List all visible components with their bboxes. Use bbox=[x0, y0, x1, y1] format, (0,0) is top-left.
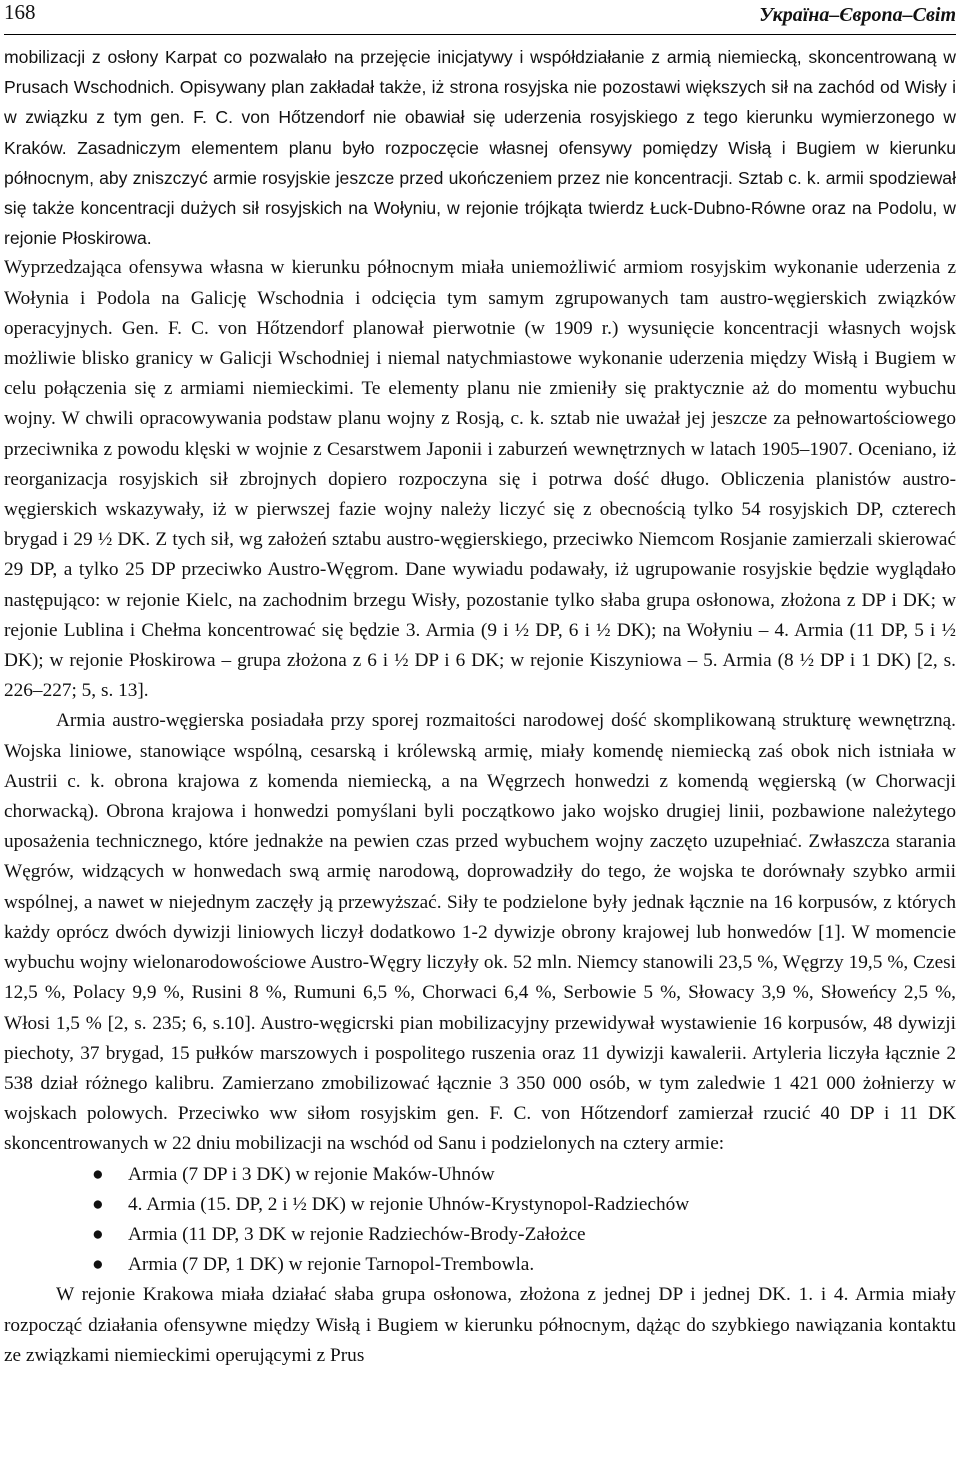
list-item-text: Armia (11 DP, 3 DK w rejonie Radziechów-Brody-Założce bbox=[128, 1223, 586, 1245]
paragraph-intro: mobilizacji z osłony Karpat co pozwalało na przejęcie inicjatywy i współdziałanie z armią niemiecką, skoncentrowaną w Prusach Wschodnich. Opisywany plan zakładał także, iż strona rosyjska nie pozostawi większych sił na zachód od Wisły i w związku z tym gen. F. C. von Hőtzendorf nie obawiał się uderzenia rosyjskiego z tego kierunku wymierzonego w Kraków. Zasadniczym elementem planu było rozpoczęcie własnej ofensywy pomiędzy Wisłą i Bugiem w kierunku północnym, aby zniszczyć armie rosyjskie jeszcze przed ukończeniem przez nie koncentracji. Sztab c. k. armii spodziewał się także koncentracji dużych sił rosyjskich na Wołyniu, w rejonie trójkąta twierdz Łuck-Dubno-Równe oraz na Podolu, w rejonie Płoskirowa. bbox=[4, 47, 956, 249]
paragraph-army-structure: Armia austro-węgierska posiadała przy sporej rozmaitości narodowej dość skomplikowaną strukturę wewnętrzną. Wojska liniowe, stanowiące wspólną, cesarską i królewską armię, miały komendę niemiecką zaś obok nich istniała w Austrii c. k. obrona krajowa z komenda niemiecką, a na Węgrzech honwedzi z komendą węgierską (w Chorwacji chorwacką). Obrona krajowa i honwedzi pomyślani byli początkowo jako wojsko drugiej linii, pozbawione należytego uposażenia technicznego, które jednakże na pewien czas przed wybuchem wojny zaczęto uzupełniać. Zwłaszcza starania Węgrów, widzących w honwedach swą armię narodową, doprowadziły do tego, że wojska te dorównały szybko armii wspólnej, a nawet w niejednym zaczęły ją przewyższać. Siły te podzielone były jednak łącznie na 16 korpusów, z których każdy oprócz dwóch dywizji liniowych liczył dodatkowo 1-2 dywizje obrony krajowej lub honwedów [1]. W momencie wybuchu wojny wielonarodowościowe Austro-Węgry liczyły ok. 52 mln. Niemcy stanowili 23,5 %, Węgrzy 19,5 %, Czesi 12,5 %, Polacy 9,9 %, Rusini 8 %, Rumuni 6,5 %, Chorwaci 6,4 %, Serbowie 5 %, Słowacy 3,9 %, Słoweńcy 2,5 %, Włosi 1,5 % [2, s. 235; 6, s.10]. Austro-węgicrski pian mobilizacyjny przewidywał wystawienie 16 korpusów, 48 dywizji piechoty, 37 brygad, 15 pułków marszowych i pospolitego ruszenia oraz 11 dywizji kawalerii. Artyleria liczyła łącznie 2 538 dział różnego kalibru. Zamierzano zmobilizować łącznie 3 350 000 osób, w tym zaledwie 1 421 000 żołnierzy w wojskach polowych. Przeciwko ww siłom rosyjskim gen. F. C. von Hőtzendorf zamierzał rzucić 40 DP i 11 DK skoncentrowanych w 22 dniu mobilizacji na wschód od Sanu i podzielonych na cztery armie: bbox=[4, 710, 956, 1155]
bullet-icon: ● bbox=[92, 1223, 104, 1245]
bullet-icon: ● bbox=[92, 1193, 104, 1215]
bullet-icon: ● bbox=[92, 1254, 104, 1276]
body-text bbox=[4, 42, 956, 1371]
list-item bbox=[4, 1250, 956, 1280]
list-item bbox=[4, 1190, 956, 1220]
armies-list bbox=[4, 1160, 956, 1281]
bullet-icon: ● bbox=[92, 1163, 104, 1185]
page-header bbox=[4, 0, 956, 35]
list-item bbox=[4, 1160, 956, 1190]
paragraph-offensive-plan: Wyprzedzająca ofensywa własna w kierunku północnym miała uniemożliwić armiom rosyjskim wykonanie uderzenia z Wołynia i Podola na Galicję Wschodnia i odcięcia tym samym zgrupowanych tam austro-węgierskich związków operacyjnych. Gen. F. C. von Hőtzendorf planował pierwotnie (w 1909 r.) wysunięcie koncentracji własnych wojsk możliwie blisko granicy w Galicji Wschodniej i niemal natychmiastowe wykonanie uderzenia między Wisłą i Bugiem w celu połączenia się z armiami niemieckimi. Te elementy planu nie zmieniły się praktycznie aż do momentu wybuchu wojny. W chwili opracowywania podstaw planu wojny z Rosją, c. k. sztab nie uważał jej jeszcze za pełnowartościowego przeciwnika z powodu klęski w wojnie z Cesarstwem Japonii i zaburzeń wewnętrznych w latach 1905–1907. Oceniano, iż reorganizacja rosyjskich sił zbrojnych dopiero rozpoczyna się i potrwa dość długo. Obliczenia planistów austro-węgierskich wskazywały, iż w pierwszej fazie wojny należy liczyć się z obecnością tylko 54 rosyjskich DP, czterech brygad i 29 ½ DK. Z tych sił, wg założeń sztabu austro-węgierskiego, przeciwko Niemcom Rosjanie zamierzali skierować 29 DP, a tylko 25 DP przeciwko Austro-Węgrom. Dane wywiadu podawały, iż ugrupowanie rosyjskie będzie wyglądało następująco: w rejonie Kielc, na zachodnim brzegu Wisły, pozostanie tylko słaba grupa osłonowa, złożona z DP i DK; w rejonie Lublina i Chełma koncentrować się będzie 3. Armia (9 i ½ DP, 6 i ½ DK); na Wołyniu – 4. Armia (11 DP, 5 i ½ DK); w rejonie Płoskirowa – grupa złożona z 6 i ½ DP i 6 DK; w rejonie Kiszyniowa – 5. Armia (8 ½ DP i 1 DK) [2, s. 226–227; 5, s. 13]. bbox=[4, 257, 956, 702]
paragraph-krakow-group: W rejonie Krakowa miała działać słaba grupa osłonowa, złożona z jednej DP i jednej DK. 1. i 4. Armia miały rozpocząć działania ofensywne między Wisłą i Bugiem w kierunku północnym, dążąc do szybkiego nawiązania kontaktu ze związkami niemieckimi operującymi z Prus bbox=[4, 1284, 956, 1366]
list-item bbox=[4, 1220, 956, 1250]
list-item-text: Armia (7 DP, 1 DK) w rejonie Tarnopol-Trembowla. bbox=[128, 1254, 535, 1276]
page-number: 168 bbox=[4, 0, 36, 24]
list-item-text: 4. Armia (15. DP, 2 i ½ DK) w rejonie Uhnów-Krystynopol-Radziechów bbox=[128, 1193, 690, 1215]
list-item-text: Armia (7 DP i 3 DK) w rejonie Maków-Uhnów bbox=[128, 1163, 495, 1185]
running-title: Україна–Європа–Світ bbox=[759, 4, 956, 26]
